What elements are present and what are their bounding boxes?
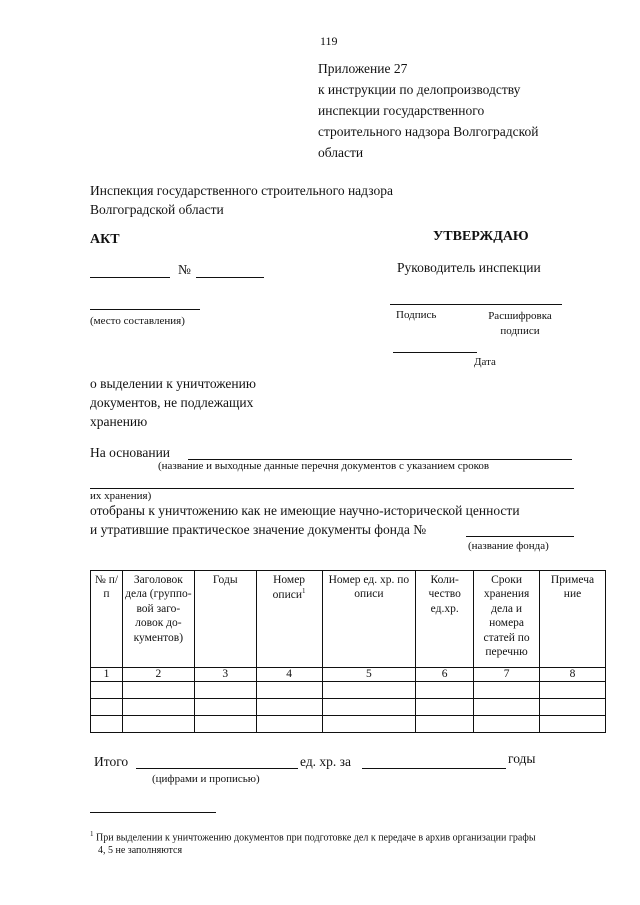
header-cell: Сроки хранения дела и номера статей по перечню <box>474 571 540 668</box>
column-number: 5 <box>322 668 416 682</box>
header-cell <box>256 571 322 668</box>
appendix-line: области <box>318 145 364 160</box>
subject-line: документов, не подлежащих <box>90 395 254 410</box>
header-cell: Номер ед. хр. по описи <box>322 571 416 668</box>
appendix-line: строительного надзора Волгоградской <box>318 124 539 139</box>
total-hint: (цифрами и прописью) <box>152 773 260 785</box>
number-sign: № <box>178 262 191 277</box>
decoding-label: Расшифровка подписи <box>488 310 552 337</box>
total-years-line <box>362 768 506 769</box>
column-number: 3 <box>194 668 256 682</box>
header-cell: Коли-чество ед.хр. <box>416 571 474 668</box>
date-label: Дата <box>474 356 496 368</box>
page-number: 119 <box>320 34 338 48</box>
act-subject <box>90 374 256 431</box>
appendix-block <box>318 58 539 163</box>
footnote-mark: 1 <box>90 830 94 838</box>
total-count-line <box>136 768 298 769</box>
footnote-separator <box>90 812 216 813</box>
approve-head: Руководитель инспекции <box>397 260 541 275</box>
appendix-line: Приложение 27 <box>318 61 408 76</box>
fund-line <box>466 536 574 537</box>
column-number: 1 <box>91 668 123 682</box>
column-number: 2 <box>122 668 194 682</box>
subject-line: о выделении к уничтожению <box>90 376 256 391</box>
basis-hint-2: их хранения) <box>90 490 152 502</box>
place-label: (место составления) <box>90 315 185 327</box>
basis-line-2 <box>90 488 574 489</box>
appendix-line: к инструкции по делопроизводству <box>318 82 521 97</box>
footnote-line: 4, 5 не заполняются <box>98 845 183 857</box>
documents-table <box>90 570 606 733</box>
table-row <box>91 716 606 733</box>
organization <box>90 181 393 219</box>
table-row <box>91 699 606 716</box>
signature-line <box>390 304 562 305</box>
column-number: 7 <box>474 668 540 682</box>
header-cell: Годы <box>194 571 256 668</box>
number-line <box>196 277 264 278</box>
table-row <box>91 682 606 699</box>
column-number: 8 <box>540 668 606 682</box>
org-line: Волгоградской области <box>90 202 224 217</box>
org-line: Инспекция государственного строительного надзора <box>90 183 393 198</box>
subject-line: хранению <box>90 414 148 429</box>
basis-hint: (название и выходные данные перечня документов с указанием сроков <box>158 460 490 472</box>
header-cell-text: Номер описи <box>272 574 306 602</box>
header-cell: № п/п <box>91 571 123 668</box>
appendix-line: инспекции государственного <box>318 103 485 118</box>
footnote-mark: 1 <box>302 587 306 596</box>
header-cell: Заголовок дела (группо-вой заго-ловок до-кументов) <box>122 571 194 668</box>
header-cell: Примеча ние <box>540 571 606 668</box>
basis-text-2: и утратившие практическое значение документы фонда № <box>90 522 427 537</box>
act-title: АКТ <box>90 232 120 247</box>
table-header-row <box>91 571 606 668</box>
approve-title: УТВЕРЖДАЮ <box>433 229 529 244</box>
signature-label: Подпись <box>396 309 437 321</box>
table-number-row <box>91 668 606 682</box>
column-number: 6 <box>416 668 474 682</box>
total-label: Итого <box>94 754 129 769</box>
total-years: годы <box>508 751 536 766</box>
fund-hint: (название фонда) <box>468 540 549 552</box>
total-units: ед. хр. за <box>300 754 352 769</box>
basis-label: На основании <box>90 445 171 460</box>
place-line <box>90 309 200 310</box>
footnote-line: При выделении к уничтожению документов при подготовке дел к передаче в архив организации графы <box>96 832 536 844</box>
footnote <box>90 828 610 857</box>
date-line <box>90 277 170 278</box>
date-sign-line <box>393 352 477 353</box>
column-number: 4 <box>256 668 322 682</box>
basis-text-1: отобраны к уничтожению как не имеющие научно-исторической ценности <box>90 503 520 518</box>
